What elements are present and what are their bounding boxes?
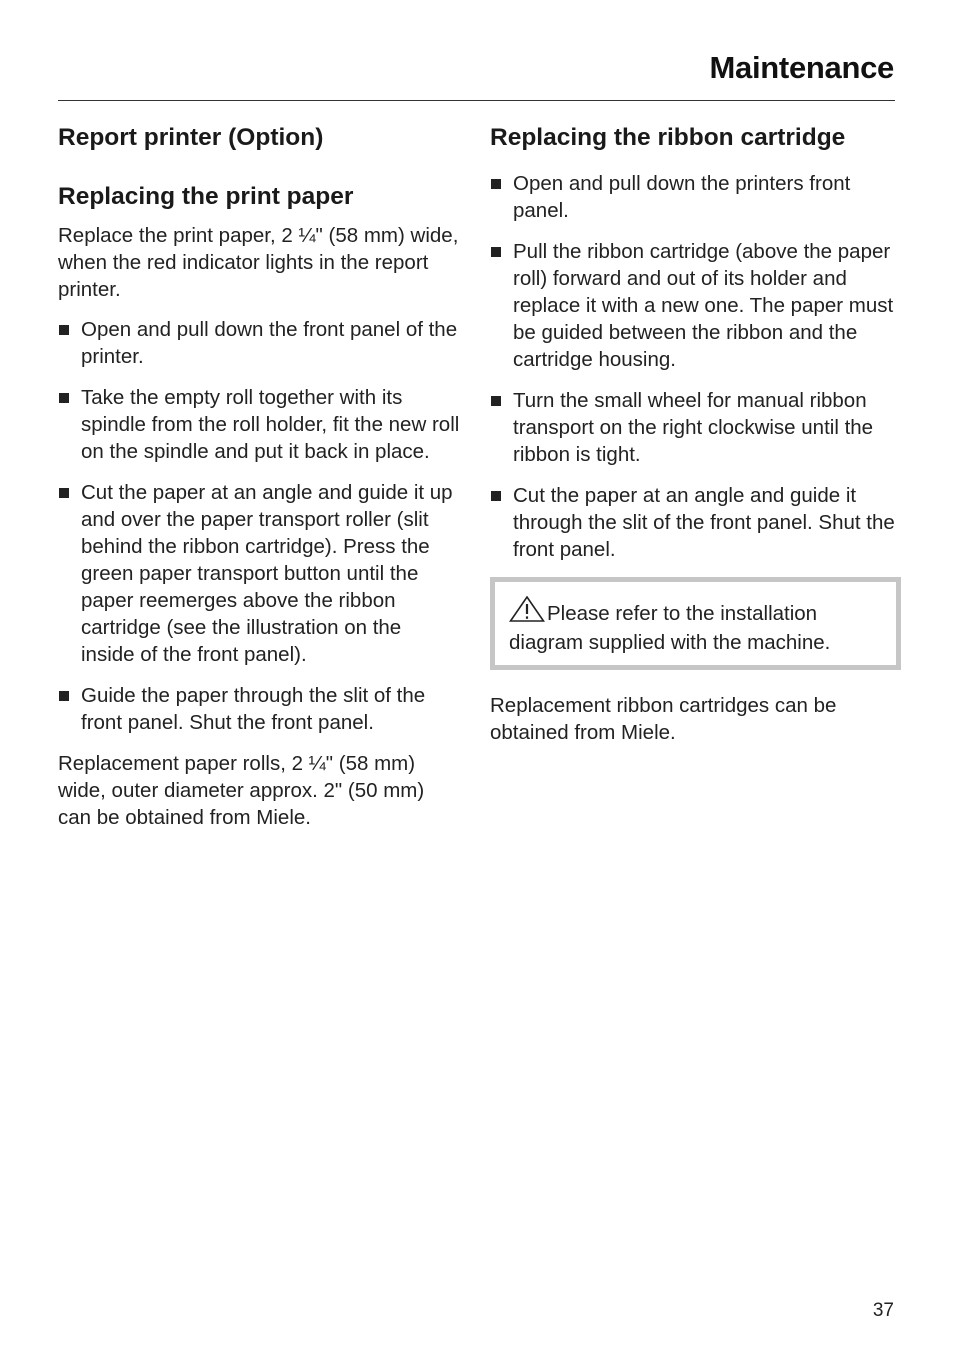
square-bullet-icon bbox=[491, 491, 501, 501]
list-item bbox=[58, 316, 460, 370]
step-text: Open and pull down the printers front panel. bbox=[513, 172, 851, 222]
square-bullet-icon bbox=[59, 691, 69, 701]
step-text: Guide the paper through the slit of the front panel. Shut the front panel. bbox=[81, 684, 426, 734]
intro-paragraph: Replace the print paper, 2 ¼" (58 mm) wide, when the red indicator lights in the report printer. bbox=[58, 224, 459, 301]
list-item bbox=[58, 479, 460, 668]
step-text: Pull the ribbon cartridge (above the paper roll) forward and out of its holder and replace it with a new one. The paper must be guided between the ribbon and the cartridge housing. bbox=[513, 240, 894, 371]
left-column bbox=[58, 122, 460, 844]
warning-triangle-icon bbox=[509, 596, 545, 629]
step-text: Take the empty roll together with its spindle from the roll holder, fit the new roll on the spindle and put it back in place. bbox=[81, 386, 460, 463]
ribbon-cartridge-steps bbox=[490, 170, 900, 563]
square-bullet-icon bbox=[59, 488, 69, 498]
replacement-paper-info: Replacement paper rolls, 2 ¼" (58 mm) wide, outer diameter approx. 2" (50 mm) can be obtained from Miele. bbox=[58, 752, 425, 829]
section-title: Report printer (Option) bbox=[58, 124, 324, 151]
header-divider bbox=[58, 100, 895, 101]
list-item bbox=[58, 682, 460, 736]
step-text: Cut the paper at an angle and guide it through the slit of the front panel. Shut the front panel. bbox=[513, 484, 895, 561]
warning-note-text: Please refer to the installation diagram supplied with the machine. bbox=[509, 602, 831, 654]
warning-note-box bbox=[490, 577, 901, 670]
subsection-title-print-paper: Replacing the print paper bbox=[58, 183, 354, 210]
subsection-title-ribbon-cartridge: Replacing the ribbon cartridge bbox=[490, 124, 846, 151]
square-bullet-icon bbox=[491, 179, 501, 189]
replacement-ribbon-info: Replacement ribbon cartridges can be obtained from Miele. bbox=[490, 694, 837, 744]
square-bullet-icon bbox=[59, 325, 69, 335]
list-item bbox=[490, 387, 900, 468]
square-bullet-icon bbox=[491, 396, 501, 406]
list-item bbox=[490, 482, 900, 563]
page-number: 37 bbox=[872, 1300, 894, 1321]
square-bullet-icon bbox=[59, 393, 69, 403]
square-bullet-icon bbox=[491, 247, 501, 257]
print-paper-steps bbox=[58, 316, 460, 736]
right-column bbox=[490, 122, 900, 759]
step-text: Open and pull down the front panel of the printer. bbox=[81, 318, 458, 368]
list-item bbox=[58, 384, 460, 465]
step-text: Cut the paper at an angle and guide it up and over the paper transport roller (slit behind the ribbon cartridge). Press the green paper transport button until the paper reemerges above the ribbon cartridge (see the illustration on the inside of the front panel). bbox=[81, 481, 453, 666]
list-item bbox=[490, 238, 900, 373]
list-item bbox=[490, 170, 900, 224]
step-text: Turn the small wheel for manual ribbon transport on the right clockwise until the ribbon is tight. bbox=[513, 389, 874, 466]
page-header-title: Maintenance bbox=[709, 50, 894, 85]
